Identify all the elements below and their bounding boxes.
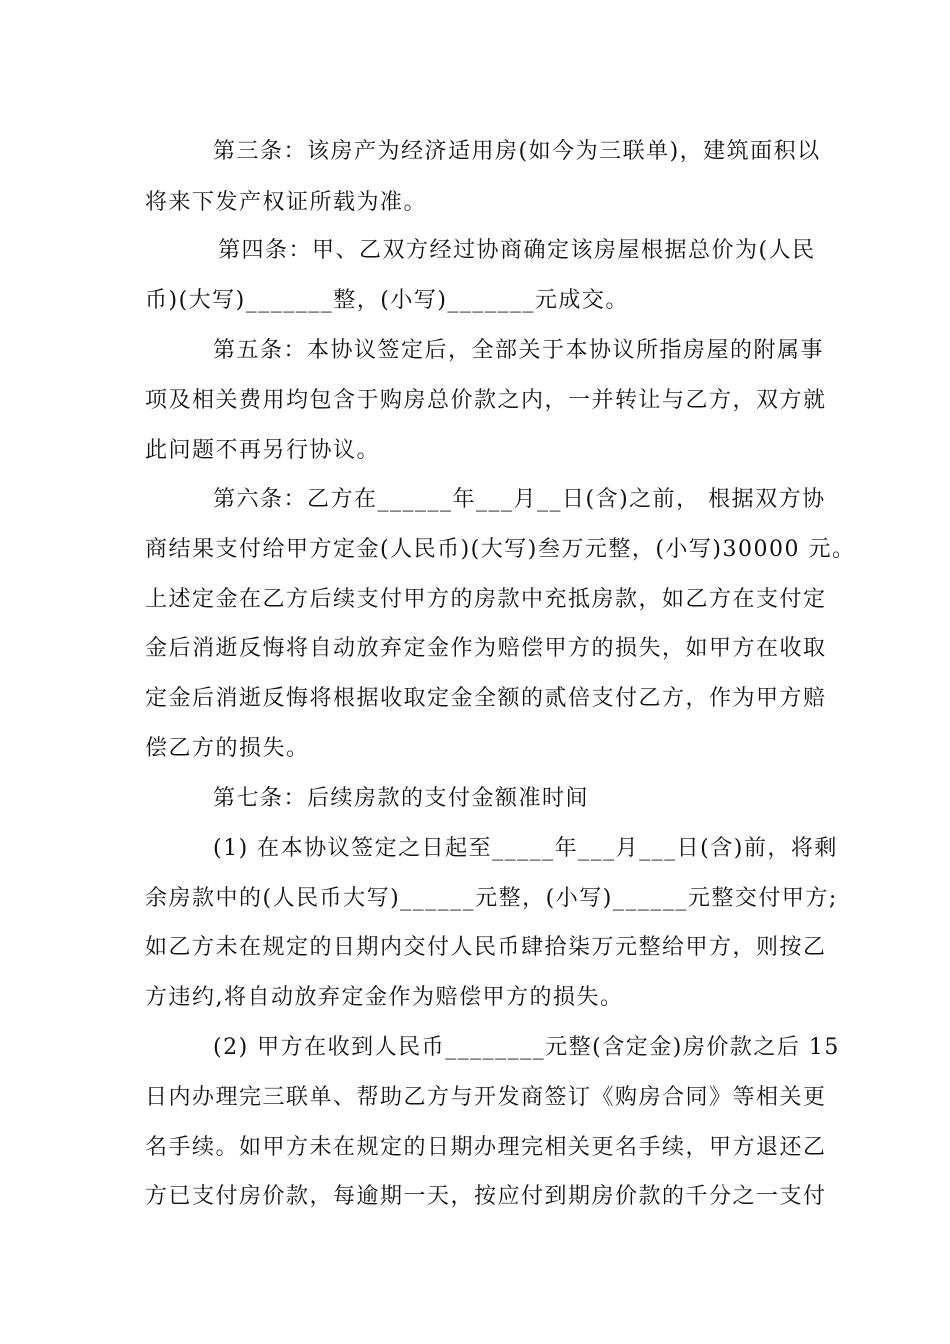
article-6-line-6: 偿乙方的损失。 xyxy=(145,736,310,761)
article-7-item-2-line-1: (2) 甲方在收到人民币________元整(含定金)房价款之后 15 xyxy=(213,1035,840,1060)
article-7-item-2-line-3: 名手续。如甲方未在规定的日期办理完相关更名手续，甲方退还乙 xyxy=(145,1135,827,1160)
article-7-item-2-line-2: 日内办理完三联单、帮助乙方与开发商签订《购房合同》等相关更 xyxy=(145,1085,827,1110)
article-4-line-1: 第四条：甲、乙双方经过协商确定该房屋根据总价为(人民 xyxy=(218,238,816,263)
article-6-line-3: 上述定金在乙方后续支付甲方的房款中充抵房款，如乙方在支付定 xyxy=(145,587,827,612)
article-6-line-5: 定金后消逝反悔将根据收取定金全额的贰倍支付乙方，作为甲方赔 xyxy=(145,686,827,711)
article-7-item-1-line-3: 如乙方未在规定的日期内交付人民币肆拾柒万元整给甲方，则按乙 xyxy=(145,935,827,960)
article-7-item-1-line-1: (1) 在本协议签定之日起至_____年___月___日(含)前，将剩 xyxy=(213,836,838,861)
article-3-line-2: 将来下发产权证所载为准。 xyxy=(145,190,428,215)
article-3-line-1: 第三条：该房产为经济适用房(如今为三联单)，建筑面积以 xyxy=(213,139,821,164)
article-7-heading: 第七条：后续房款的支付金额准时间 xyxy=(213,786,590,811)
article-7-item-1-line-4: 方违约,将自动放弃定金作为赔偿甲方的损失。 xyxy=(145,985,624,1010)
article-6-line-1: 第六条：乙方在______年___月__日(含)之前， 根据双方协 xyxy=(213,487,826,512)
article-5-line-3: 此问题不再另行协议。 xyxy=(145,438,381,463)
article-5-line-1: 第五条：本协议签定后，全部关于本协议所指房屋的附属事 xyxy=(213,338,825,363)
article-6-line-2: 商结果支付给甲方定金(人民币)(大写)叁万元整，(小写)30000 元。 xyxy=(145,537,856,562)
article-7-item-2-line-4: 方已支付房价款，每逾期一天，按应付到期房价款的千分之一支付 xyxy=(145,1184,827,1209)
article-7-item-1-line-2: 余房款中的(人民币大写)______元整，(小写)______元整交付甲方; xyxy=(145,886,838,911)
article-5-line-2: 项及相关费用均包含于购房总价款之内，一并转让与乙方，双方就 xyxy=(145,388,827,413)
article-4-line-2: 币)(大写)_______整，(小写)_______元成交。 xyxy=(145,288,629,313)
article-6-line-4: 金后消逝反悔将自动放弃定金作为赔偿甲方的损失，如甲方在收取 xyxy=(145,636,827,661)
